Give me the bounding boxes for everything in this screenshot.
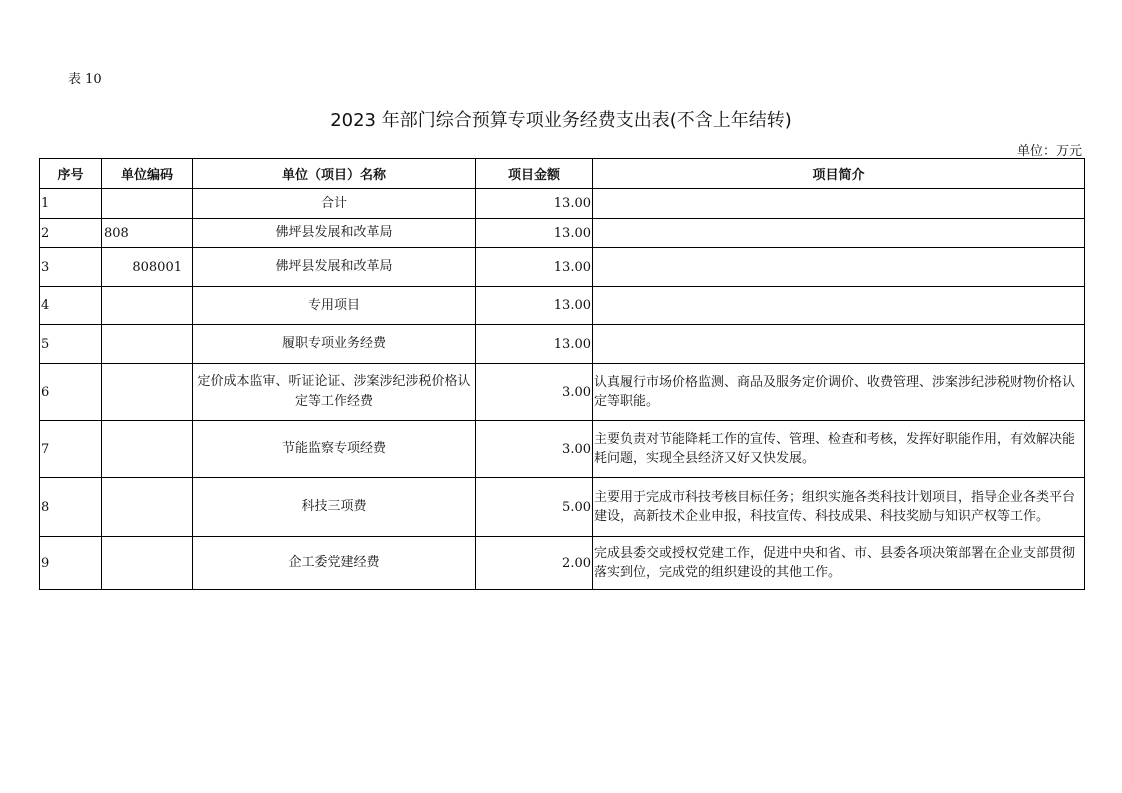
header-name: 单位（项目）名称 bbox=[193, 159, 476, 189]
cell-name: 佛坪县发展和改革局 bbox=[193, 219, 476, 248]
header-amount: 项目金额 bbox=[476, 159, 593, 189]
cell-name: 企工委党建经费 bbox=[193, 537, 476, 590]
cell-code bbox=[102, 325, 193, 364]
cell-name: 定价成本监审、听证论证、涉案涉纪涉税价格认定等工作经费 bbox=[193, 364, 476, 421]
cell-desc bbox=[593, 219, 1085, 248]
cell-name: 佛坪县发展和改革局 bbox=[193, 248, 476, 287]
cell-amount: 5.00 bbox=[476, 478, 593, 537]
table-row bbox=[40, 421, 1085, 478]
cell-seq: 4 bbox=[40, 287, 102, 325]
cell-name: 节能监察专项经费 bbox=[193, 421, 476, 478]
cell-amount: 13.00 bbox=[476, 325, 593, 364]
cell-seq: 1 bbox=[40, 189, 102, 219]
cell-seq: 9 bbox=[40, 537, 102, 590]
cell-desc bbox=[593, 248, 1085, 287]
cell-amount: 13.00 bbox=[476, 287, 593, 325]
cell-name: 科技三项费 bbox=[193, 478, 476, 537]
cell-code bbox=[102, 478, 193, 537]
cell-seq: 8 bbox=[40, 478, 102, 537]
header-seq: 序号 bbox=[40, 159, 102, 189]
table-row bbox=[40, 478, 1085, 537]
cell-desc bbox=[593, 189, 1085, 219]
cell-amount: 13.00 bbox=[476, 248, 593, 287]
unit-label: 单位：万元 bbox=[1016, 144, 1082, 159]
cell-desc: 主要用于完成市科技考核目标任务；组织实施各类科技计划项目，指导企业各类平台建设，高新技术企业申报，科技宣传、科技成果、科技奖励与知识产权等工作。 bbox=[593, 478, 1085, 537]
cell-seq: 3 bbox=[40, 248, 102, 287]
cell-desc: 主要负责对节能降耗工作的宣传、管理、检查和考核，发挥好职能作用，有效解决能耗问题，实现全县经济又好又快发展。 bbox=[593, 421, 1085, 478]
cell-name: 专用项目 bbox=[193, 287, 476, 325]
table-row bbox=[40, 248, 1085, 287]
table-label: 表 10 bbox=[68, 72, 102, 87]
table-row bbox=[40, 287, 1085, 325]
table-row bbox=[40, 219, 1085, 248]
table-row bbox=[40, 537, 1085, 590]
cell-code bbox=[102, 364, 193, 421]
budget-table bbox=[39, 158, 1085, 590]
cell-amount: 3.00 bbox=[476, 364, 593, 421]
header-code: 单位编码 bbox=[102, 159, 193, 189]
page-title: 2023 年部门综合预算专项业务经费支出表(不含上年结转) bbox=[330, 110, 792, 131]
cell-amount: 2.00 bbox=[476, 537, 593, 590]
cell-code bbox=[102, 421, 193, 478]
cell-desc bbox=[593, 287, 1085, 325]
cell-amount: 13.00 bbox=[476, 219, 593, 248]
cell-code bbox=[102, 189, 193, 219]
cell-desc: 完成县委交或授权党建工作，促进中央和省、市、县委各项决策部署在企业支部贯彻落实到位，完成党的组织建设的其他工作。 bbox=[593, 537, 1085, 590]
cell-seq: 2 bbox=[40, 219, 102, 248]
cell-amount: 3.00 bbox=[476, 421, 593, 478]
cell-amount: 13.00 bbox=[476, 189, 593, 219]
table-row bbox=[40, 189, 1085, 219]
table-row bbox=[40, 364, 1085, 421]
cell-code: 808001 bbox=[102, 248, 193, 287]
cell-desc bbox=[593, 325, 1085, 364]
cell-seq: 6 bbox=[40, 364, 102, 421]
cell-code bbox=[102, 537, 193, 590]
cell-name: 合计 bbox=[193, 189, 476, 219]
header-desc: 项目简介 bbox=[593, 159, 1085, 189]
cell-seq: 7 bbox=[40, 421, 102, 478]
cell-seq: 5 bbox=[40, 325, 102, 364]
header-row bbox=[40, 159, 1085, 189]
table-row bbox=[40, 325, 1085, 364]
cell-code: 808 bbox=[102, 219, 193, 248]
cell-name: 履职专项业务经费 bbox=[193, 325, 476, 364]
cell-code bbox=[102, 287, 193, 325]
cell-desc: 认真履行市场价格监测、商品及服务定价调价、收费管理、涉案涉纪涉税财物价格认定等职能。 bbox=[593, 364, 1085, 421]
